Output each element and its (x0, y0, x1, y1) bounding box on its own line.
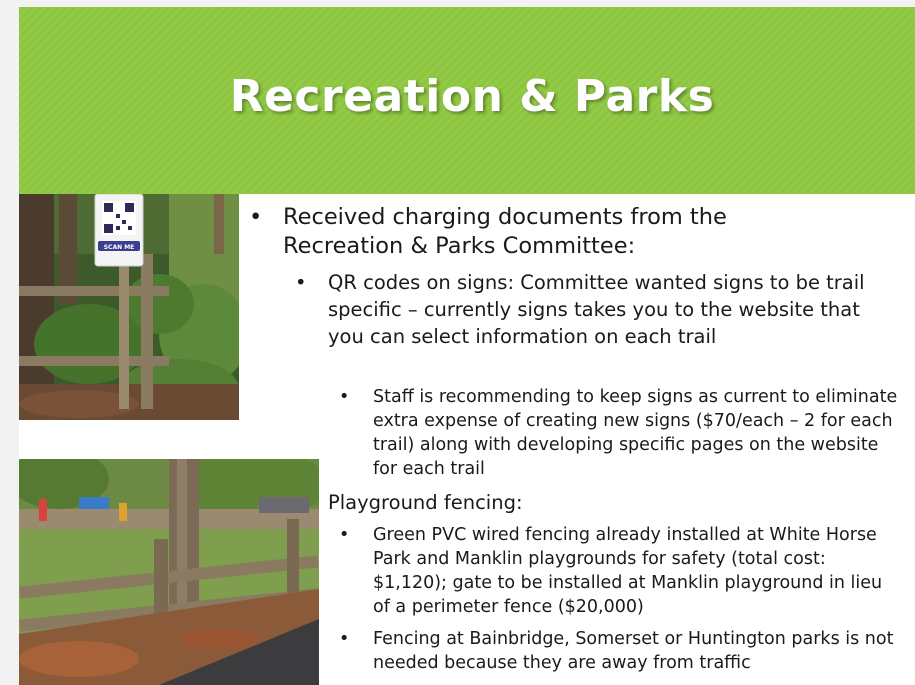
bullet-3-glyph: • (339, 387, 350, 407)
bullet-2-glyph: • (295, 271, 307, 294)
bullet-3-text: Staff is recommending to keep signs as current to eliminate extra expense of creating new signs ($70/each – 2 for each trail) along with developing specific pages on the website for each trail (373, 387, 898, 479)
bullet-5-glyph: • (339, 525, 350, 545)
bullet-4-text: Playground fencing: (328, 491, 523, 514)
slide-title: Recreation & Parks (229, 71, 715, 122)
playground-fence-photo (19, 459, 319, 685)
slide (19, 7, 915, 685)
bullet-5-text: Green PVC wired fencing already installed at White Horse Park and Manklin playgrounds for safety (total cost: $1,120); gate to be installed at Manklin playground in lieu of a perimeter fence ($20,000) (373, 525, 883, 617)
bullet-1-text: Received charging documents from the Recreation & Parks Committee: (283, 204, 727, 259)
trail-sign-photo (19, 194, 239, 420)
bullet-6-text: Fencing at Bainbridge, Somerset or Huntington parks is not needed because they are away from traffic (373, 629, 894, 673)
bullet-2-text: QR codes on signs: Committee wanted signs to be trail specific – currently signs takes you to the website that you can select information on each trail (328, 271, 865, 348)
bullet-1-glyph: • (249, 204, 263, 230)
qr-sign-label: SCAN ME (103, 244, 135, 251)
bullet-6-glyph: • (339, 629, 350, 649)
